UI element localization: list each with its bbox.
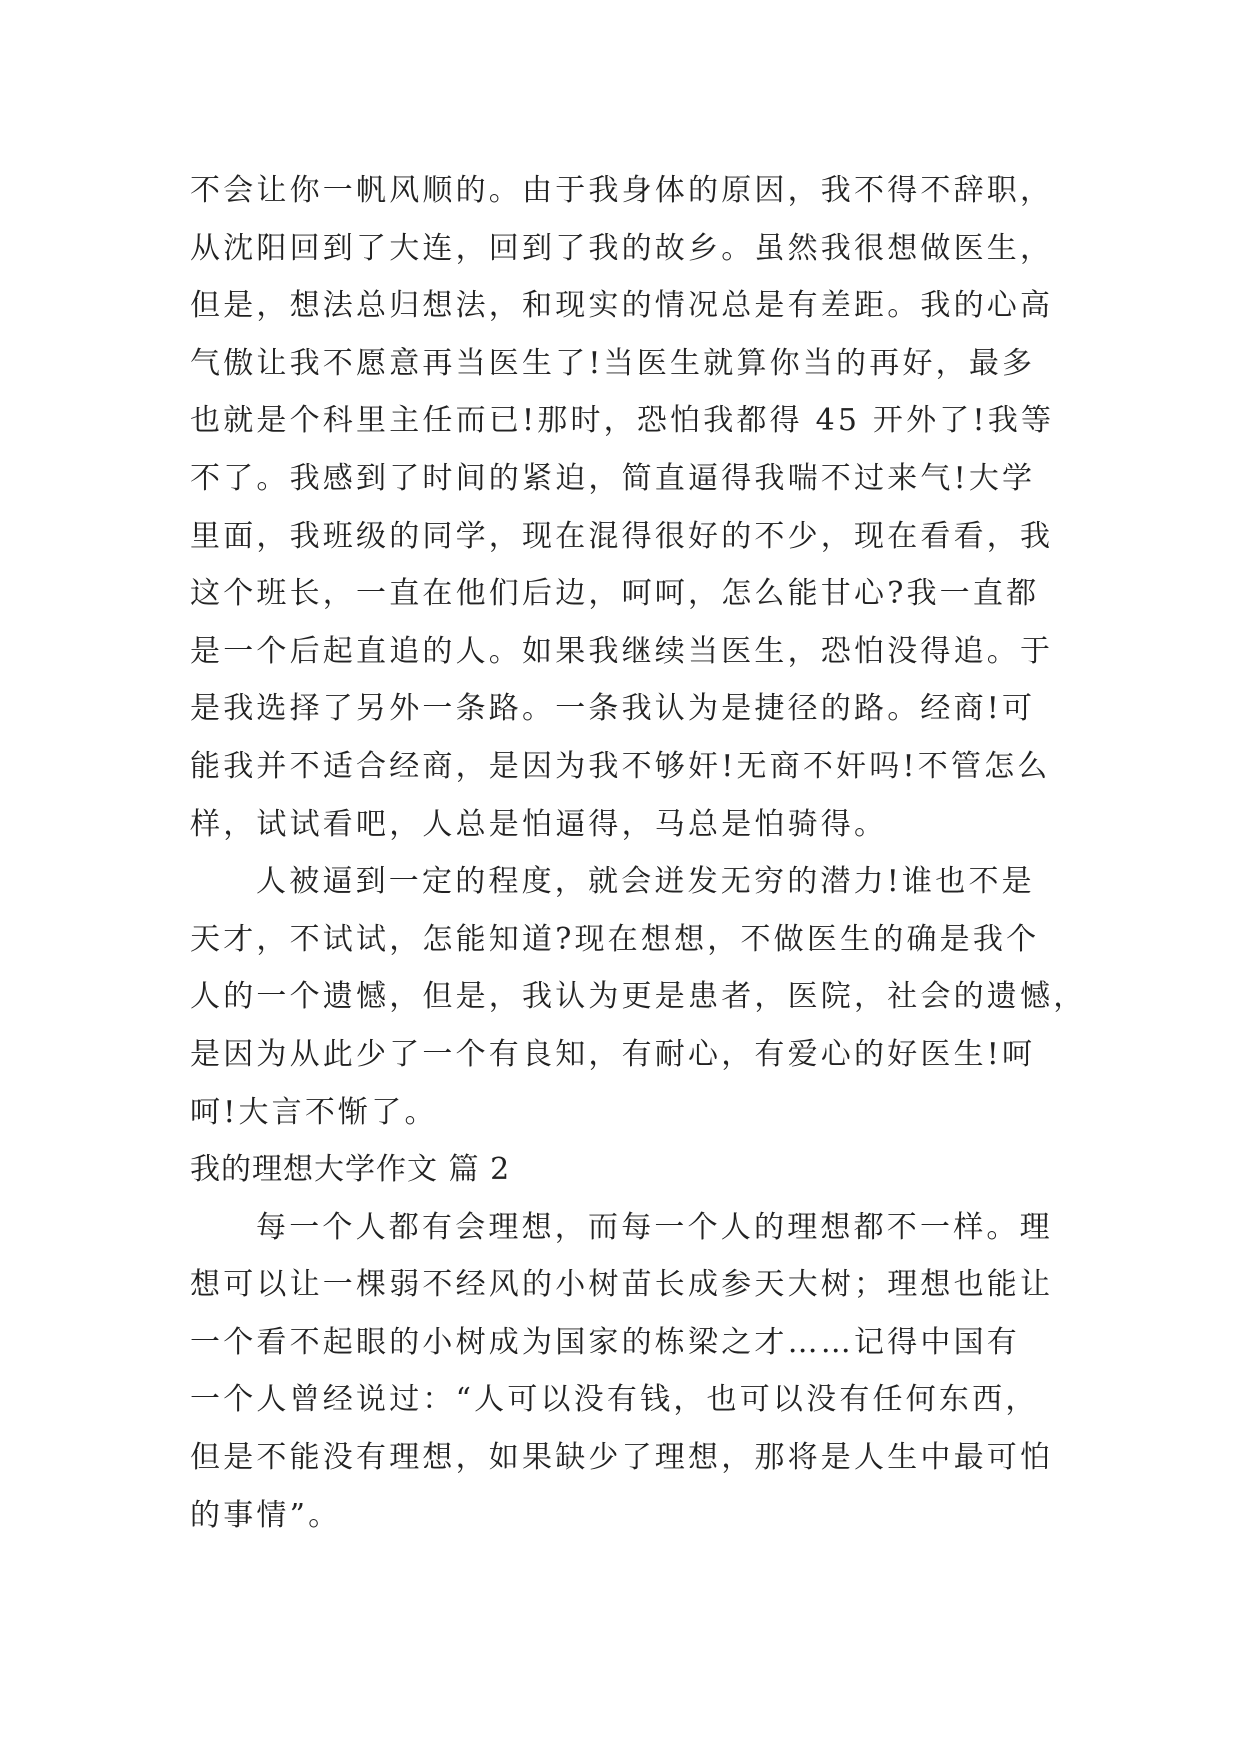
text-line: 也就是个科里主任而已!那时，恐怕我都得 45 开外了!我等 — [190, 403, 1055, 439]
text-line: 从沈阳回到了大连，回到了我的故乡。虽然我很想做医生， — [190, 230, 1054, 266]
text-line: 人的一个遗憾，但是，我认为更是患者，医院，社会的遗憾， — [190, 979, 1087, 1015]
text-line: 呵!大言不惭了。 — [190, 1094, 438, 1130]
paragraph-start-line: 每一个人都有会理想，而每一个人的理想都不一样。理 — [256, 1209, 1053, 1245]
text-line: 能我并不适合经商，是因为我不够奸!无商不奸吗!不管怎么 — [190, 748, 1051, 784]
section-heading: 我的理想大学作文 篇 2 — [190, 1152, 511, 1188]
text-line: 样，试试看吧，人总是怕逼得，马总是怕骑得。 — [190, 806, 888, 842]
text-line: 这个班长，一直在他们后边，呵呵，怎么能甘心?我一直都 — [190, 576, 1040, 612]
text-line: 是因为从此少了一个有良知，有耐心，有爱心的好医生!呵 — [190, 1036, 1036, 1072]
text-line: 不会让你一帆风顺的。由于我身体的原因，我不得不辞职， — [190, 173, 1054, 208]
text-line: 是一个后起直追的人。如果我继续当医生，恐怕没得追。于 — [190, 633, 1054, 669]
text-line: 但是，想法总归想法，和现实的情况总是有差距。我的心高 — [190, 288, 1054, 324]
text-line: 的事情”。 — [190, 1497, 342, 1533]
text-line: 气傲让我不愿意再当医生了!当医生就算你当的再好，最多 — [190, 345, 1036, 381]
text-line: 是我选择了另外一条路。一条我认为是捷径的路。经商!可 — [190, 691, 1036, 727]
text-line: 但是不能没有理想，如果缺少了理想，那将是人生中最可怕 — [190, 1440, 1054, 1476]
paragraph-start-line: 人被逼到一定的程度，就会迸发无穷的潜力!谁也不是 — [256, 864, 1035, 900]
text-line: 想可以让一棵弱不经风的小树苗长成参天大树；理想也能让 — [190, 1267, 1054, 1303]
text-line: 不了。我感到了时间的紧迫，简直逼得我喘不过来气!大学 — [190, 460, 1036, 496]
text-line: 一个看不起眼的小树成为国家的栋梁之才……记得中国有 — [190, 1324, 1020, 1360]
text-line: 里面，我班级的同学，现在混得很好的不少，现在看看，我 — [190, 518, 1054, 554]
text-line: 一个人曾经说过：“人可以没有钱，也可以没有任何东西， — [190, 1382, 1039, 1418]
text-line: 天才，不试试，怎能知道?现在想想，不做医生的确是我个 — [190, 921, 1040, 957]
document-body — [190, 162, 1087, 1544]
